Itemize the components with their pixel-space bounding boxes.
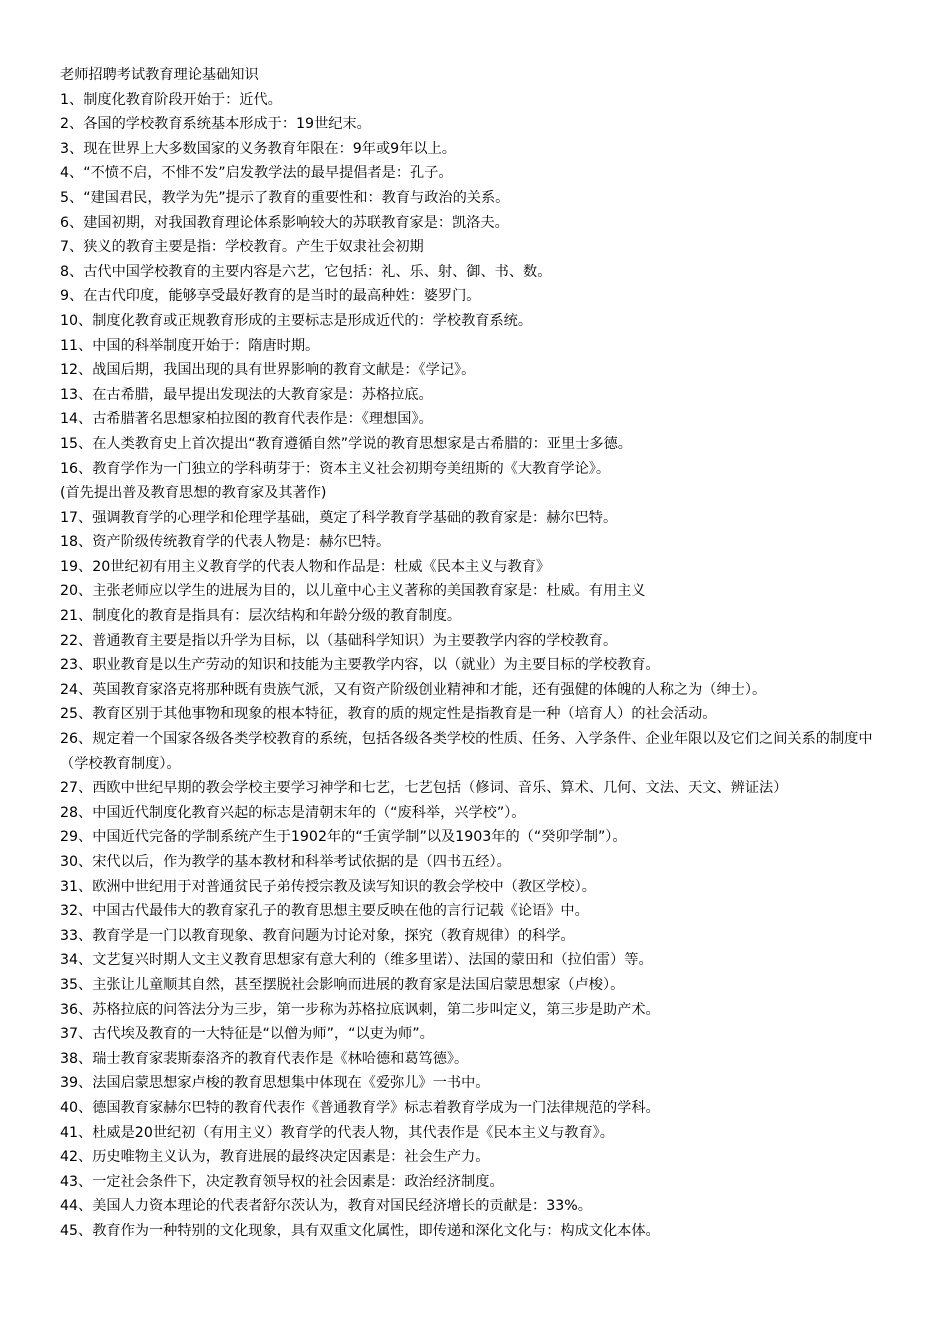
list-item: 24、英国教育家洛克将那种既有贵族气派，又有资产阶级创业精神和才能，还有强健的体魄的人称之为（绅士）。: [60, 681, 767, 698]
list-item: 25、教育区别于其他事物和现象的根本特征，教育的质的规定性是指教育是一种（培育人）的社会活动。: [60, 706, 717, 723]
list-item: 15、在人类教育史上首次提出“教育遵循自然”学说的教育思想家是古希腊的：亚里士多德。: [60, 435, 632, 452]
list-item: 42、历史唯物主义认为，教育进展的最终决定因素是：社会生产力。: [60, 1149, 490, 1166]
list-item: 27、西欧中世纪早期的教会学校主要学习神学和七艺，七艺包括（修词、音乐、算术、几何、文法、天文、辨证法）: [60, 780, 788, 797]
list-item: 37、古代埃及教育的一大特征是“以僧为师”，“以吏为师”。: [60, 1026, 434, 1043]
list-item: 29、中国近代完备的学制系统产生于1902年的“壬寅学制”以及1903年的（“癸卯学制”）。: [60, 829, 627, 846]
list-item: 32、中国古代最伟大的教育家孔子的教育思想主要反映在他的言行记载《论语》中。: [60, 903, 589, 920]
list-item: 43、一定社会条件下，决定教育领导权的社会因素是：政治经济制度。: [60, 1173, 504, 1190]
list-item: 38、瑞士教育家裴斯泰洛齐的教育代表作是《林哈德和葛笃德》。: [60, 1050, 469, 1067]
list-item: 39、法国启蒙思想家卢梭的教育思想集中体现在《爱弥儿》一书中。: [60, 1075, 490, 1092]
list-item: 35、主张让儿童顺其自然，甚至摆脱社会影响而进展的教育家是法国启蒙思想家（卢梭）。: [60, 976, 625, 993]
list-item: 3、现在世界上大多数国家的义务教育年限在：9年或9年以上。: [60, 140, 456, 157]
list-item: 21、制度化的教育是指具有：层次结构和年龄分级的教育制度。: [60, 608, 462, 625]
list-item: 1、制度化教育阶段开始于：近代。: [60, 91, 282, 108]
list-item: 30、宋代以后，作为教学的基本教材和科举考试依据的是（四书五经）。: [60, 854, 511, 870]
list-item: 28、中国近代制度化教育兴起的标志是清朝末年的（“废科举，兴学校”）。: [60, 804, 526, 821]
list-item: 2、各国的学校教育系统基本形成于：19世纪末。: [60, 116, 371, 133]
list-item: 4、“不愤不启，不悱不发”启发教学法的最早提倡者是：孔子。: [60, 165, 453, 182]
list-item: 11、中国的科举制度开始于：隋唐时期。: [60, 337, 320, 354]
list-item: 20、主张老师应以学生的进展为目的，以儿童中心主义著称的美国教育家是：杜威。有用主义: [60, 583, 646, 600]
list-item: 41、杜威是20世纪初（有用主义）教育学的代表人物，其代表作是《民本主义与教育》。: [60, 1124, 614, 1141]
list-item: 16、教育学作为一门独立的学科萌芽于：资本主义社会初期夸美纽斯的《大教育学论》。: [60, 460, 611, 477]
list-item: 23、职业教育是以生产劳动的知识和技能为主要教学内容，以（就业）为主要目标的学校教育。: [60, 657, 660, 674]
list-item: 9、在古代印度，能够享受最好教育的是当时的最高种姓：婆罗门。: [60, 288, 481, 305]
document-title: 老师招聘考试教育理论基础知识: [60, 67, 259, 83]
list-item: 31、欧洲中世纪用于对普通贫民子弟传授宗教及读写知识的教会学校中（教区学校）。: [60, 878, 596, 895]
list-item: 45、教育作为一种特别的文化现象，具有双重文化属性，即传递和深化文化与：构成文化本体。: [60, 1222, 660, 1239]
list-item: 36、苏格拉底的问答法分为三步，第一步称为苏格拉底讽刺，第二步叫定义，第三步是助产术。: [60, 1001, 660, 1018]
list-item: 26、规定着一个国家各级各类学校教育的系统，包括各级各类学校的性质、任务、入学条件、企业年限以及它们之间关系的制度中（学校教育制度）。: [60, 731, 873, 772]
list-item: 10、制度化教育或正规教育形成的主要标志是形成近代的：学校教育系统。: [60, 312, 533, 329]
list-item: 44、美国人力资本理论的代表者舒尔茨认为，教育对国民经济增长的贡献是：33%。: [60, 1198, 592, 1215]
list-item: 33、教育学是一门以教育现象、教育问题为讨论对象，探究（教育规律）的科学。: [60, 927, 575, 944]
list-item: 19、20世纪初有用主义教育学的代表人物和作品是：杜威《民本主义与教育》: [60, 558, 551, 575]
note-line: (首先提出普及教育思想的教育家及其著作): [60, 485, 327, 502]
list-item: 40、德国教育家赫尔巴特的教育代表作《普通教育学》标志着教育学成为一门法律规范的学科。: [60, 1099, 660, 1116]
list-item: 12、战国后期，我国出现的具有世界影响的教育文献是：《学记》。: [60, 362, 476, 379]
list-item: 7、狭义的教育主要是指：学校教育。产生于奴隶社会初期: [60, 239, 424, 256]
list-item: 17、强调教育学的心理学和伦理学基础，奠定了科学教育学基础的教育家是：赫尔巴特。: [60, 509, 618, 526]
list-item: 13、在古希腊，最早提出发现法的大教育家是：苏格拉底。: [60, 386, 433, 403]
list-item: 14、古希腊著名思想家柏拉图的教育代表作是：《理想国》。: [60, 411, 433, 428]
list-item: 5、“建国君民，教学为先”提示了教育的重要性和：教育与政治的关系。: [60, 189, 510, 206]
list-item: 34、文艺复兴时期人文主义教育思想家有意大利的（维多里诺）、法国的蒙田和（拉伯雷）等。: [60, 952, 653, 969]
document-body: [60, 63, 900, 1244]
list-item: 6、建国初期，对我国教育理论体系影响较大的苏联教育家是：凯洛夫。: [60, 214, 509, 231]
list-item: 22、普通教育主要是指以升学为目标，以（基础科学知识）为主要教学内容的学校教育。: [60, 632, 618, 649]
list-item: 8、古代中国学校教育的主要内容是六艺，它包括：礼、乐、射、御、书、数。: [60, 263, 552, 280]
list-item: 18、资产阶级传统教育学的代表人物是：赫尔巴特。: [60, 534, 391, 551]
